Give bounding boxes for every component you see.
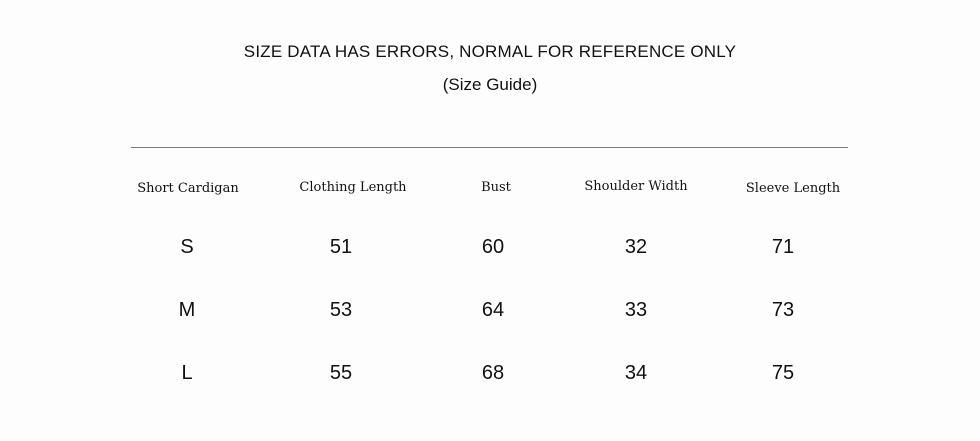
table-cell: 73 — [771, 299, 795, 321]
table-cell: 68 — [481, 362, 505, 384]
table-cell: 55 — [329, 362, 353, 384]
table-cell: 71 — [771, 236, 795, 258]
table-cell: 34 — [624, 362, 648, 384]
table-cell: 75 — [771, 362, 795, 384]
column-header-clothing-length: Clothing Length — [299, 180, 407, 195]
size-label: L — [181, 362, 193, 384]
page-subtitle: (Size Guide) — [442, 75, 538, 94]
column-header-shoulder-width: Shoulder Width — [584, 179, 688, 194]
table-cell: 51 — [329, 236, 353, 258]
table-cell: 64 — [481, 299, 505, 321]
size-label: M — [178, 299, 196, 321]
table-cell: 32 — [624, 236, 648, 258]
divider-line — [131, 147, 848, 148]
table-cell: 60 — [481, 236, 505, 258]
table-cell: 53 — [329, 299, 353, 321]
page-title: SIZE DATA HAS ERRORS, NORMAL FOR REFERENCE ONLY — [243, 42, 737, 61]
column-header-sleeve-length: Sleeve Length — [745, 181, 841, 196]
size-label: S — [180, 236, 194, 258]
column-header-garment: Short Cardigan — [137, 181, 239, 196]
column-header-bust: Bust — [481, 180, 511, 195]
table-cell: 33 — [624, 299, 648, 321]
